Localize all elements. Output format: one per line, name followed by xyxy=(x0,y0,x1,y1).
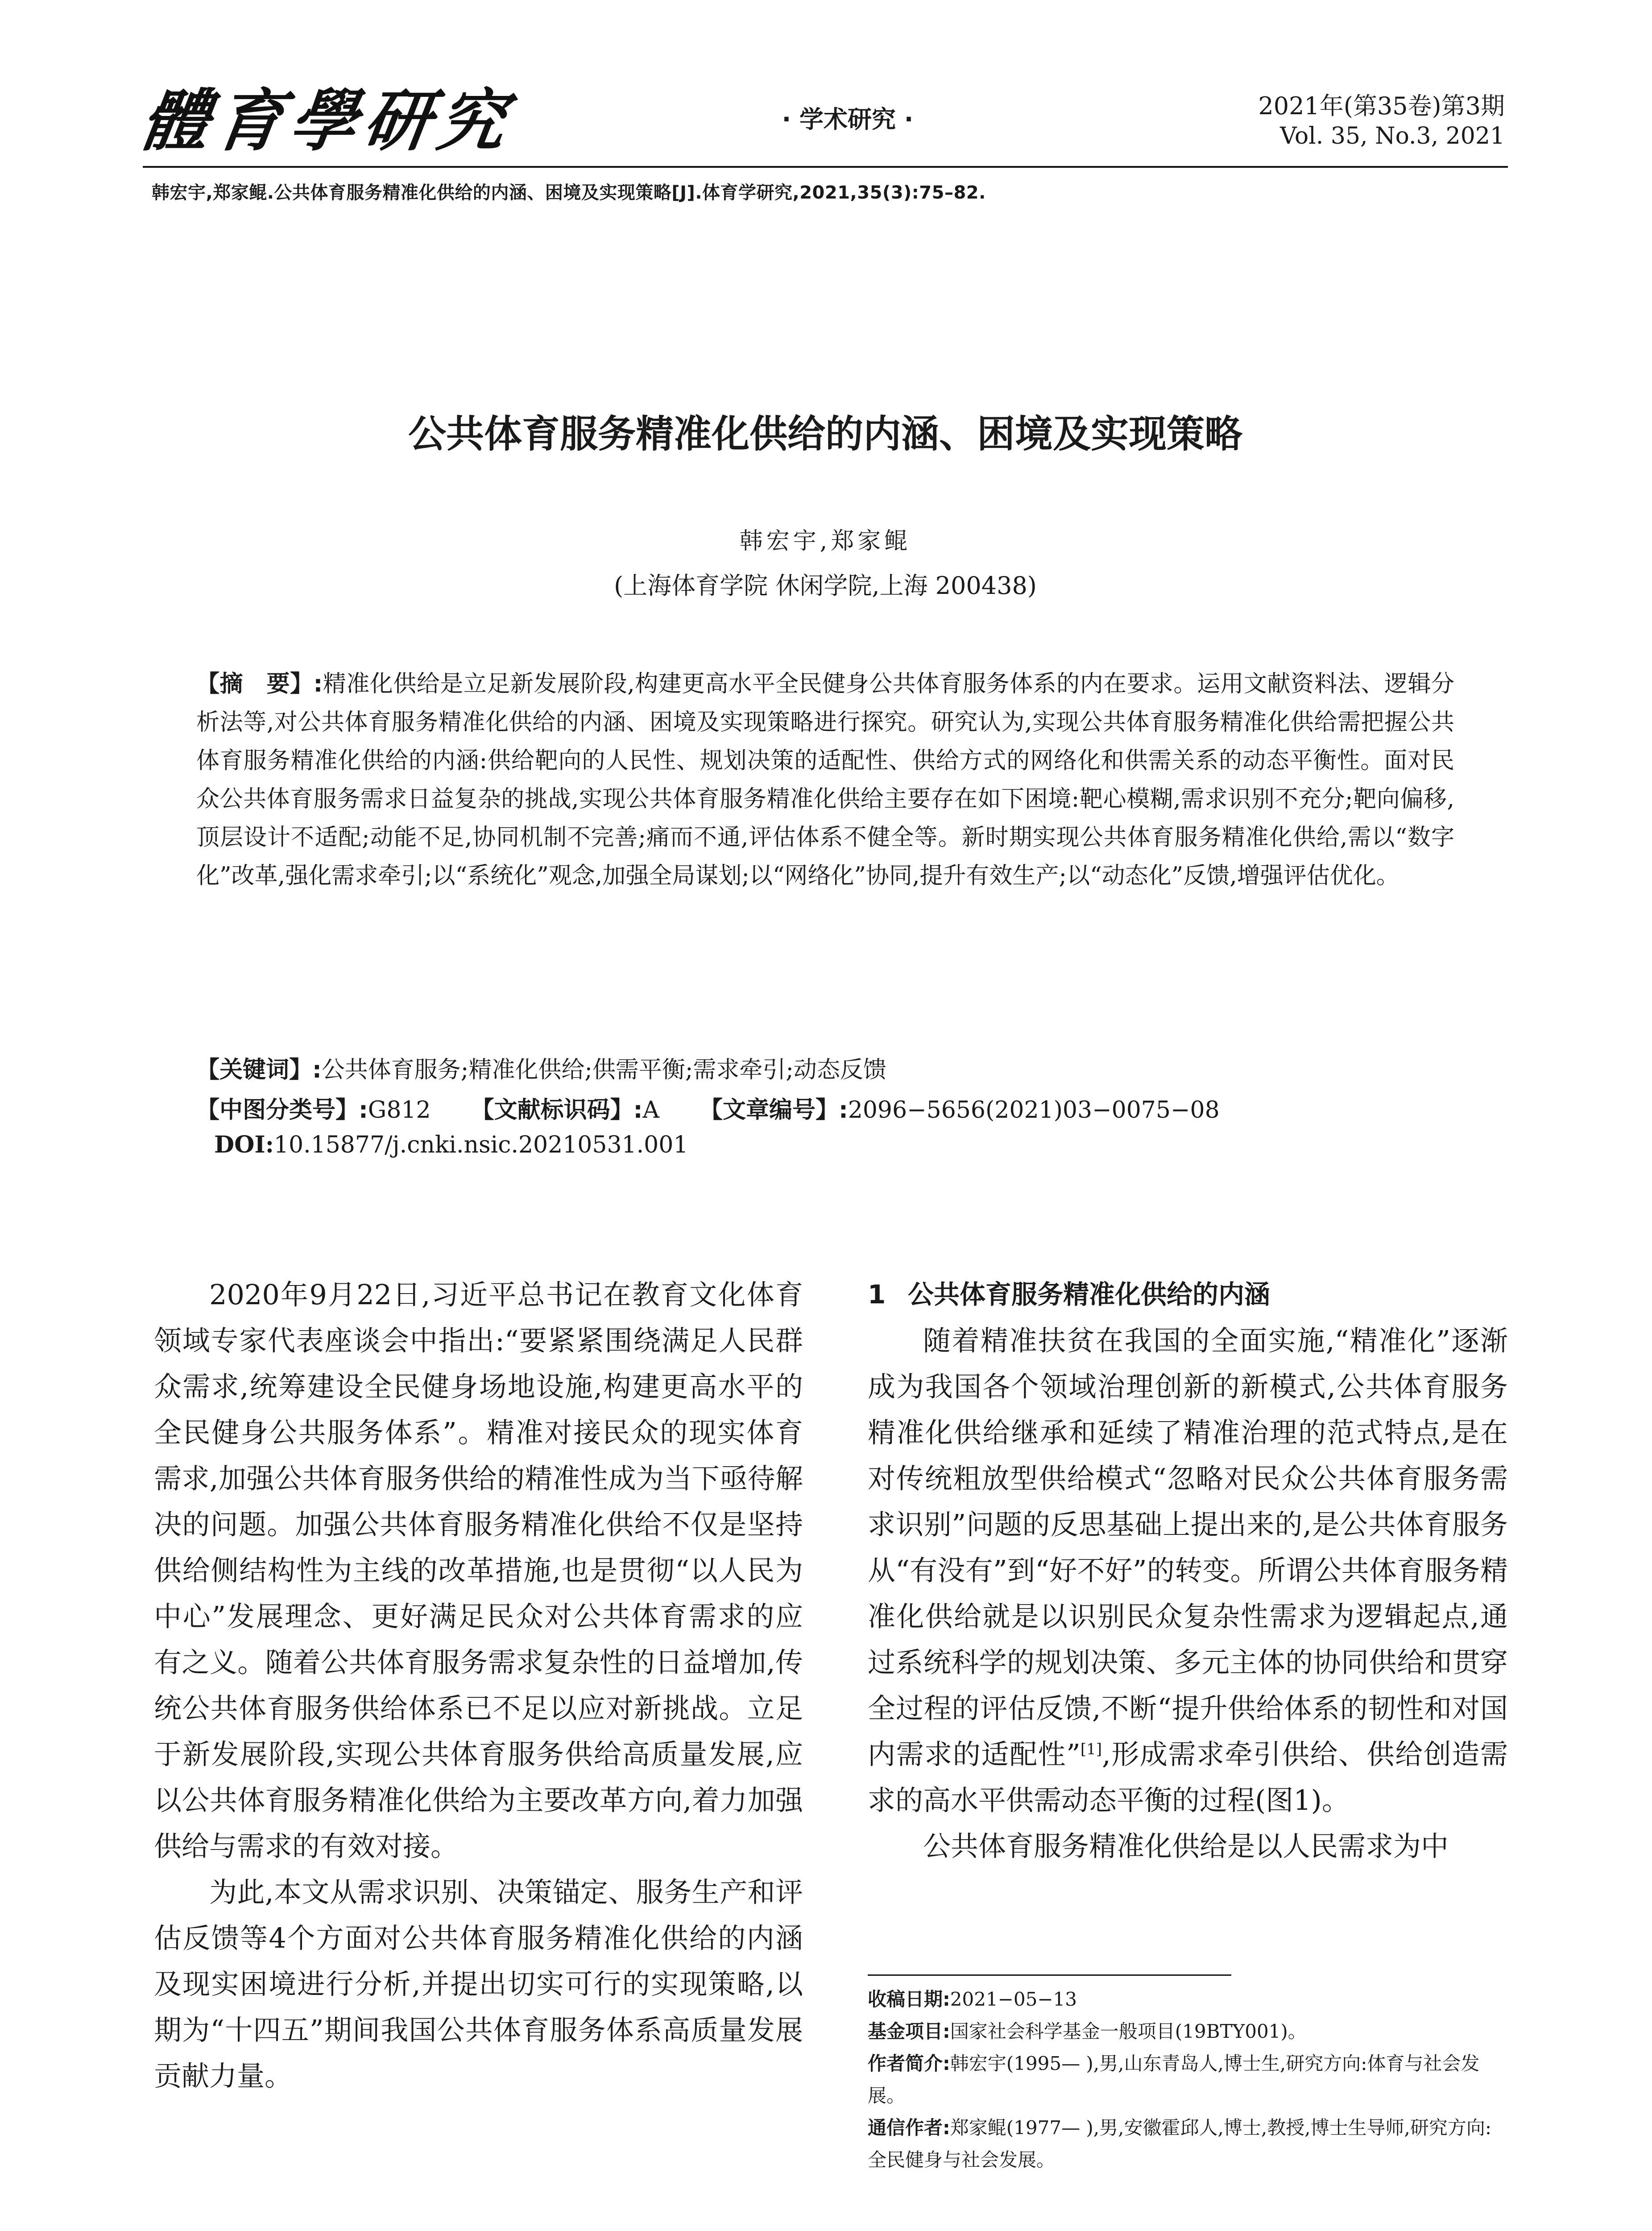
footnote-fund xyxy=(868,2015,1508,2048)
footnote-corresponding xyxy=(868,2112,1508,2176)
section-number: 1 xyxy=(868,1279,886,1310)
abstract-label: 【摘 要】: xyxy=(196,671,323,697)
body-left-column xyxy=(154,1272,803,2099)
footnote-text: 郑家鲲(1977— ),男,安徽霍邱人,博士,教授,博士生导师,研究方向:全民健身与社会发展。 xyxy=(868,2117,1492,2171)
footnote-label: 通信作者: xyxy=(868,2117,950,2139)
section-heading xyxy=(868,1272,1508,1318)
footnote-label: 收稿日期: xyxy=(868,1988,950,2010)
doi-row xyxy=(214,1131,688,1158)
doc-code-label: 【文献标识码】: xyxy=(471,1097,643,1124)
footnote-text: 韩宏宇(1995— ),男,山东青岛人,博士生,研究方向:体育与社会发展。 xyxy=(868,2053,1480,2107)
clc-label: 【中图分类号】: xyxy=(196,1097,368,1124)
issue-info-en: Vol. 35, No.3, 2021 xyxy=(1280,123,1505,149)
keywords: 公共体育服务;精准化供给;供需平衡;需求牵引;动态反馈 xyxy=(321,1057,886,1083)
clc-value: G812 xyxy=(368,1097,431,1124)
footnote-text: 2021−05−13 xyxy=(950,1988,1077,2010)
body-paragraph xyxy=(868,1318,1508,1823)
footnote-text: 国家社会科学基金一般项目(19BTY001)。 xyxy=(950,2020,1307,2042)
keywords-row xyxy=(196,1051,886,1084)
footnote-author xyxy=(868,2048,1508,2112)
classification-row xyxy=(196,1091,1220,1124)
body-paragraph: 2020年9月22日,习近平总书记在教育文化体育领域专家代表座谈会中指出:“要紧紧围绕满足人民群众需求,统筹建设全民健身场地设施,构建更高水平的全民健身公共服务体系”。精准对接民众的现实体育需求,加强公共体育服务供给的精准性成为当下亟待解决的问题。加强公共体育服务精准化供给不仅是坚持供给侧结构性为主线的改革措施,也是贯彻“以人民为中心”发展理念、更好满足民众对公共体育需求的应有之义。随着公共体育服务需求复杂性的日益增加,传统公共体育服务供给体系已不足以应对新挑战。立足于新发展阶段,实现公共体育服务供给高质量发展,应以公共体育服务精准化供给为主要改革方向,着力加强供给与需求的有效对接。 xyxy=(154,1278,803,1862)
footnote-rule xyxy=(868,1974,1231,1976)
footnote-label: 作者简介: xyxy=(868,2053,950,2074)
body-paragraph: 为此,本文从需求识别、决策锚定、服务生产和评估反馈等4个方面对公共体育服务精准化供给的内涵及现实困境进行分析,并提出切实可行的实现策略,以期为“十四五”期间我国公共体育服务体系高质量发展贡献力量。 xyxy=(154,1876,803,2092)
header-rule xyxy=(143,166,1508,168)
abstract xyxy=(196,665,1454,895)
authors: 韩宏宇,郑家鲲 xyxy=(739,528,911,555)
body-paragraph: 公共体育服务精准化供给是以人民需求为中 xyxy=(923,1830,1449,1862)
paragraph-text: ,形成需求牵引供给、供给创造需求的高水平供需动态平衡的过程(图1)。 xyxy=(868,1738,1508,1816)
footnote-label: 基金项目: xyxy=(868,2020,950,2042)
doi-label: DOI: xyxy=(214,1131,274,1158)
keywords-label: 【关键词】: xyxy=(196,1057,322,1083)
issue-info-cn: 2021年(第35卷)第3期 xyxy=(1258,92,1505,120)
footnote-received xyxy=(868,1983,1508,2015)
section-label: · 学术研究 · xyxy=(782,105,914,133)
article-no-value: 2096−5656(2021)03−0075−08 xyxy=(848,1097,1220,1124)
doc-code-value: A xyxy=(642,1097,659,1124)
footnotes xyxy=(868,1983,1508,2176)
journal-logo: 體育學研究 xyxy=(136,82,518,160)
citation-line: 韩宏宇,郑家鲲.公共体育服务精准化供给的内涵、困境及实现策略[J].体育学研究,2021,35(3):75–82. xyxy=(152,182,986,203)
paragraph-text: 随着精准扶贫在我国的全面实施,“精准化”逐渐成为我国各个领域治理创新的新模式,公共体育服务精准化供给继承和延续了精准治理的范式特点,是在对传统粗放型供给模式“忽略对民众公共体育服务需求识别”问题的反思基础上提出来的,是公共体育服务从“有没有”到“好不好”的转变。所谓公共体育服务精准化供给就是以识别民众复杂性需求为逻辑起点,通过系统科学的规划决策、多元主体的协同供给和贯穿全过程的评估反馈,不断“提升供给体系的韧性和对国内需求的适配性” xyxy=(868,1324,1508,1771)
section-title: 公共体育服务精准化供给的内涵 xyxy=(908,1279,1271,1310)
reference-link[interactable]: [1] xyxy=(1080,1740,1102,1758)
doi-link[interactable]: 10.15877/j.cnki.nsic.20210531.001 xyxy=(273,1132,688,1158)
article-no-label: 【文章编号】: xyxy=(699,1097,848,1124)
abstract-text: 精准化供给是立足新发展阶段,构建更高水平全民健身公共体育服务体系的内在要求。运用文献资料法、逻辑分析法等,对公共体育服务精准化供给的内涵、困境及实现策略进行探究。研究认为,实现公共体育服务精准化供给需把握公共体育服务精准化供给的内涵:供给靶向的人民性、规划决策的适配性、供给方式的网络化和供需关系的动态平衡性。面对民众公共体育服务需求日益复杂的挑战,实现公共体育服务精准化供给主要存在如下困境:靶心模糊,需求识别不充分;靶向偏移,顶层设计不适配;动能不足,协同机制不完善;痛而不通,评估体系不健全等。新时期实现公共体育服务精准化供给,需以“数字化”改革,强化需求牵引;以“系统化”观念,加强全局谋划;以“网络化”协同,提升有效生产;以“动态化”反馈,增强评估优化。 xyxy=(196,671,1454,889)
article-title: 公共体育服务精准化供给的内涵、困境及实现策略 xyxy=(408,412,1242,456)
body-right-column xyxy=(868,1272,1508,1869)
affiliation: (上海体育学院 休闲学院,上海 200438) xyxy=(614,572,1037,600)
